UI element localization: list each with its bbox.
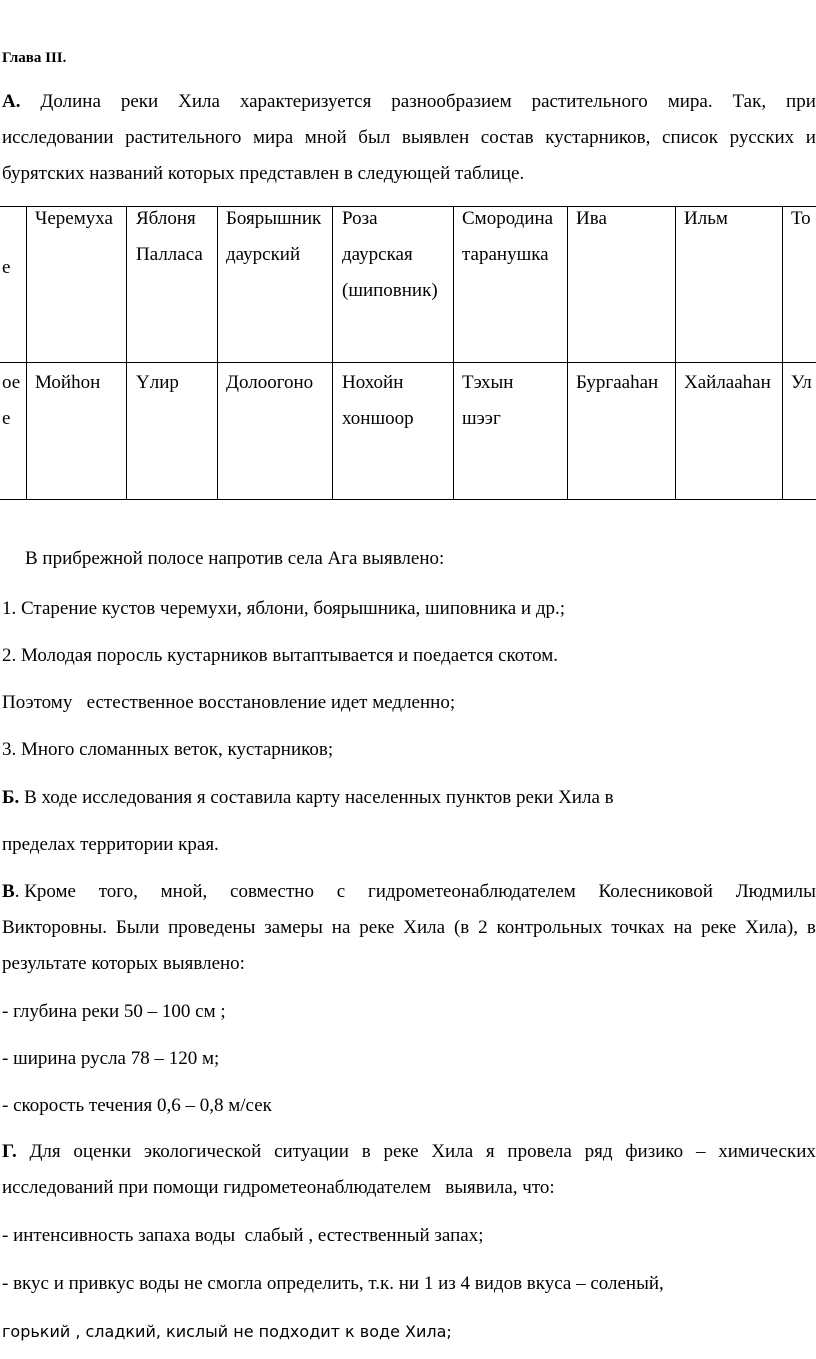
table-cell-russian-name: Смородина xyxy=(462,208,554,229)
para-a-word: Так, xyxy=(732,91,767,112)
para-g-line-2: исследований при помощи гидрометеонаблюдателем выявила, что: xyxy=(2,1177,555,1198)
table-col-divider xyxy=(217,206,218,500)
table-cell-russian-name: Ива xyxy=(576,208,607,229)
table-cell-russian-name: (шиповник) xyxy=(342,280,438,301)
para-v-first-word xyxy=(2,881,76,903)
para-v-word: того, xyxy=(98,881,138,902)
para-g-word: провела xyxy=(507,1141,572,1162)
table-col-divider xyxy=(126,206,127,500)
para-v-word: совместно xyxy=(230,881,314,902)
para-b-marker: Б. xyxy=(2,787,20,808)
finding-item: 1. Старение кустов черемухи, яблони, боярышника, шиповника и др.; xyxy=(2,598,566,619)
para-v-word: на xyxy=(673,917,693,938)
para-g-word: Хила xyxy=(431,1141,474,1162)
para-a-word: мной xyxy=(304,127,347,148)
para-v-word: в xyxy=(806,917,816,938)
para-v-word: реке xyxy=(701,917,737,938)
table-cell-russian-name: даурский xyxy=(226,244,301,265)
result-item: - интенсивность запаха воды слабый , естественный запах; xyxy=(2,1225,484,1246)
table-cell-russian-name: Ильм xyxy=(684,208,728,229)
para-v-word: на xyxy=(331,917,351,938)
table-cell-buryat-name: хоншоор xyxy=(342,408,414,429)
para-v-word: гидрометеонаблюдателем xyxy=(367,881,576,902)
table-col-divider xyxy=(26,206,27,500)
para-a-marker: А. xyxy=(2,91,21,112)
para-a-word: русских xyxy=(729,127,795,148)
para-a-word: мира. xyxy=(667,91,713,112)
para-a-word: исследовании xyxy=(2,127,114,148)
table-col-divider xyxy=(332,206,333,500)
para-v-line-3: результате которых выявлено: xyxy=(2,953,245,974)
para-g-word: Для xyxy=(29,1141,61,1162)
para-v-word: Хила), xyxy=(745,917,798,938)
para-a-word: мира xyxy=(253,127,294,148)
para-v-word: реке xyxy=(359,917,395,938)
para-g-word: в xyxy=(361,1141,371,1162)
para-v-word: (в xyxy=(453,917,470,938)
para-g-line-1 xyxy=(2,1141,816,1163)
table-cell-russian-name: То xyxy=(791,208,811,229)
measurement-item: - скорость течения 0,6 – 0,8 м/сек xyxy=(2,1095,272,1116)
table-col-divider xyxy=(567,206,568,500)
table-row1-stub: е xyxy=(2,257,11,278)
para-a-word: характеризуется xyxy=(239,91,372,112)
table-cell-buryat-name: Тэхын xyxy=(462,372,514,393)
para-v-line-1 xyxy=(2,881,816,903)
table-cell-russian-name: Яблоня xyxy=(136,208,196,229)
para-g-word: химических xyxy=(718,1141,816,1162)
para-a-line-1 xyxy=(2,91,816,113)
para-v-word: Колесниковой xyxy=(598,881,713,902)
table-border-bottom xyxy=(0,499,816,500)
para-a-word: и xyxy=(805,127,816,148)
para-g-word: ряд xyxy=(584,1141,613,1162)
table-cell-buryat-name: Мойһон xyxy=(35,372,101,393)
table-col-divider xyxy=(675,206,676,500)
para-b-line-1 xyxy=(2,787,614,809)
table-col-divider xyxy=(453,206,454,500)
para-g-word: оценки xyxy=(73,1141,132,1162)
table-cell-buryat-name: шээг xyxy=(462,408,501,429)
result-item: - вкус и привкус воды не смогла определить, т.к. ни 1 из 4 видов вкуса – соленый, xyxy=(2,1273,664,1294)
result-item: горький , сладкий, кислый не подходит к воде Хила; xyxy=(2,1322,452,1341)
para-v-word: замеры xyxy=(264,917,323,938)
para-v-word: мной, xyxy=(160,881,208,902)
table-cell-buryat-name: Ул xyxy=(791,372,812,393)
para-a-word: Долина xyxy=(40,91,101,112)
para-a-word: выявлен xyxy=(401,127,470,148)
table-cell-buryat-name: Үлир xyxy=(136,372,179,393)
para-g-word: физико xyxy=(625,1141,684,1162)
para-b-text: В ходе исследования я составила карту населенных пунктов реки Хила в xyxy=(19,787,614,808)
para-a-word: растительного xyxy=(531,91,648,112)
para-a-word: при xyxy=(786,91,816,112)
para-v-marker: В xyxy=(2,881,15,902)
para-a-line-3: бурятских названий которых представлен в следующей таблице. xyxy=(2,163,525,184)
para-a-word: список xyxy=(662,127,718,148)
finding-item: 3. Много сломанных веток, кустарников; xyxy=(2,739,334,760)
para-a-word: реки xyxy=(120,91,159,112)
para-g-word: я xyxy=(485,1141,495,1162)
table-row2-stub-line1: ое xyxy=(2,372,21,393)
table-cell-russian-name: таранушка xyxy=(462,244,549,265)
measurement-item: - глубина реки 50 – 100 см ; xyxy=(2,1001,226,1022)
table-cell-buryat-name: Нохойн xyxy=(342,372,404,393)
table-cell-buryat-name: Долоогоно xyxy=(226,372,314,393)
table-row-divider xyxy=(0,362,816,363)
para-g-word: экологической xyxy=(143,1141,262,1162)
para-v-word: . Кроме xyxy=(14,881,76,902)
table-cell-russian-name: Боярышник xyxy=(226,208,322,229)
table-cell-buryat-name: Хайлааһан xyxy=(684,372,771,393)
table-row2-stub-line2: е xyxy=(2,408,11,429)
para-a-word: Хила xyxy=(178,91,220,112)
para-v-word: Хила xyxy=(403,917,446,938)
para-g-marker: Г. xyxy=(2,1141,17,1162)
para-a-word: разнообразием xyxy=(391,91,512,112)
table-col-divider xyxy=(782,206,783,500)
measurement-item: - ширина русла 78 – 120 м; xyxy=(2,1048,220,1069)
table-cell-russian-name: Палласа xyxy=(136,244,203,265)
para-a-word: кустарников, xyxy=(545,127,651,148)
para-g-word: ситуации xyxy=(274,1141,349,1162)
table-cell-buryat-name: Бургааһан xyxy=(576,372,659,393)
para-v-line-2 xyxy=(2,917,816,939)
findings-intro: В прибрежной полосе напротив села Ага выявлено: xyxy=(25,548,445,569)
table-cell-russian-name: Роза xyxy=(342,208,378,229)
table-cell-russian-name: даурская xyxy=(342,244,413,265)
para-v-word: Викторовны. xyxy=(2,917,108,938)
para-v-word: проведены xyxy=(168,917,256,938)
para-v-word: 2 xyxy=(478,917,488,938)
para-g-word: – xyxy=(695,1141,706,1162)
para-a-word: был xyxy=(358,127,391,148)
para-b-line-2: пределах территории края. xyxy=(2,834,219,855)
chapter-heading: Глава III. xyxy=(2,50,67,66)
para-v-word: Людмилы xyxy=(735,881,816,902)
table-cell-russian-name: Черемуха xyxy=(35,208,113,229)
para-a-word: состав xyxy=(480,127,534,148)
para-a-word: растительного xyxy=(125,127,242,148)
para-g-word: реке xyxy=(383,1141,419,1162)
para-v-word: с xyxy=(336,881,346,902)
para-v-word: точках xyxy=(611,917,665,938)
para-a-line-2 xyxy=(2,127,816,149)
para-v-word: Были xyxy=(115,917,160,938)
finding-item: 2. Молодая поросль кустарников вытаптывается и поедается скотом. xyxy=(2,645,558,666)
para-v-word: контрольных xyxy=(496,917,603,938)
finding-item: Поэтому естественное восстановление идет медленно; xyxy=(2,692,456,713)
